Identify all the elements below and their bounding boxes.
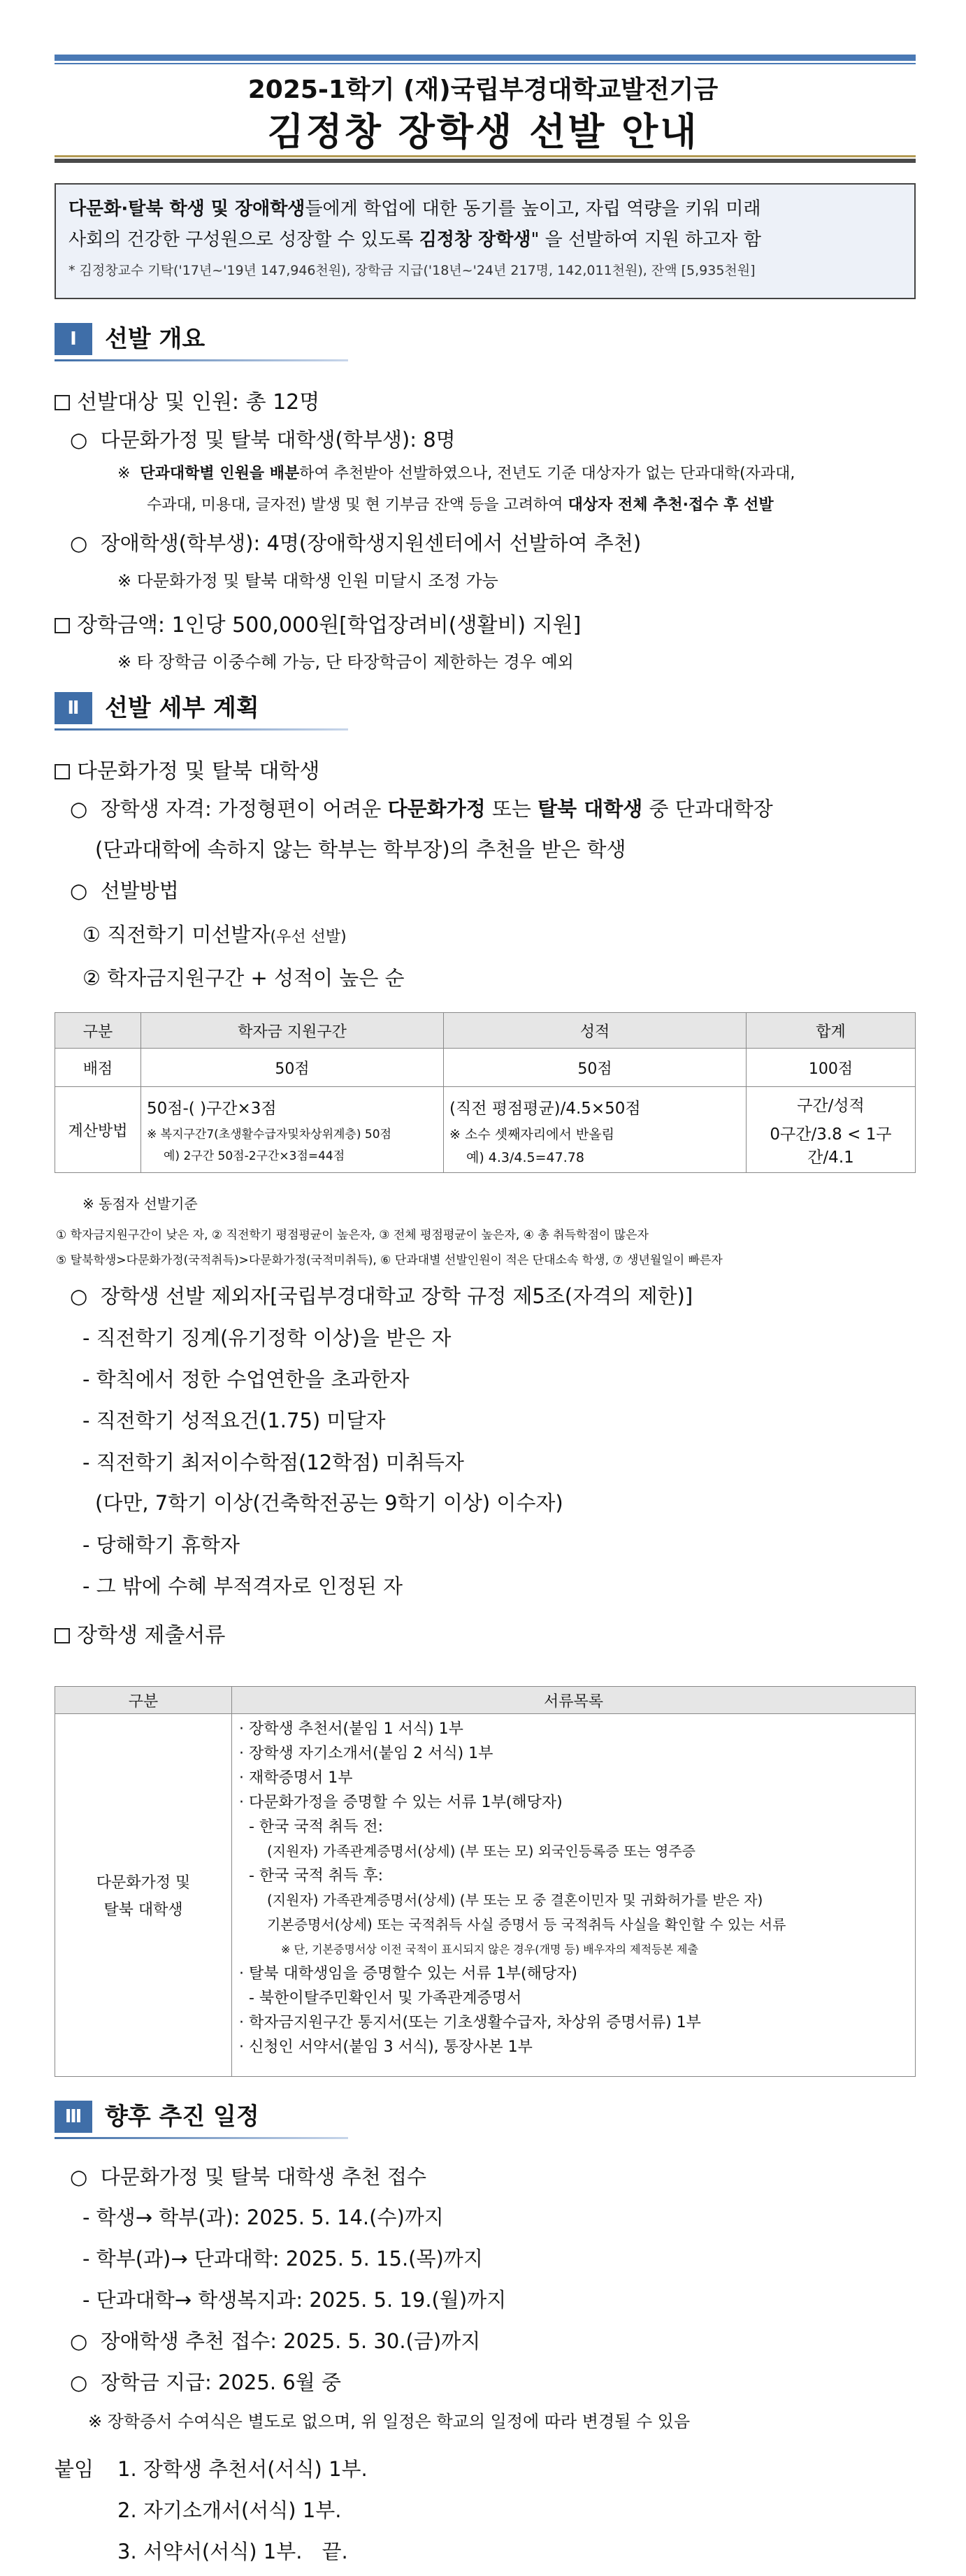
sec1-note-1b-bold: 대상자 전체 추천·접수 후 선발 (568, 496, 774, 514)
document-line: · 다문화가정을 증명할 수 있는 서류 1부(해당자) (239, 1794, 563, 1811)
section-3-underline (55, 2137, 348, 2139)
sec2-method-1-text: ① 직전학기 미선발자 (82, 923, 271, 947)
documents-category-cell (55, 1714, 232, 2077)
calc-grade-line-2: ※ 소수 셋째자리에서 반올림 (449, 1127, 614, 1142)
tie-break-line-2: ⑤ 탈북학생>다문화가정(국적취득)>다문화가정(국적미취득), ⑥ 단과대별 선발인원이 적은 단대소속 학생, ⑦ 생년월일이 빠른자 (56, 1253, 723, 1267)
calc-aid-line-2: ※ 복지구간7(초생활수급자및차상위계층) 50점 (147, 1128, 391, 1142)
circle-bullet-icon: ○ (70, 879, 101, 902)
sec2-item-documents-text: 장학생 제출서류 (77, 1623, 226, 1648)
circle-bullet-icon: ○ (70, 428, 101, 452)
section-1-number: Ⅰ (55, 323, 92, 355)
header-bottom-dark-bar (55, 159, 916, 163)
table-cell: 배점 (55, 1049, 141, 1087)
sec1-note-1b-text: 수과대, 미용대, 글자전) 발생 및 현 기부금 잔액 등을 고려하여 (147, 496, 568, 514)
sec2-qual-text-c: 또는 (485, 797, 538, 821)
attachment-end-mark: 끝. (322, 2540, 348, 2563)
section-2-title: 선발 세부 계획 (105, 694, 259, 722)
section-2-heading (55, 692, 348, 731)
document-line: · 신청인 서약서(붙임 3 서식), 통장사본 1부 (239, 2038, 533, 2056)
section-1-heading (55, 323, 348, 362)
document-line: (지원자) 가족관계증명서(상세) (부 또는 모 중 결혼이민자 및 귀화허가를 받은 자) (267, 1892, 763, 1908)
sec1-item-target (55, 384, 319, 415)
sec1-note-2: ※ 다문화가정 및 탈북 대학생 인원 미달시 조정 가능 (117, 571, 498, 591)
sec1-note-3: ※ 타 장학금 이중수혜 가능, 단 타장학금이 제한하는 경우 예외 (117, 652, 574, 672)
table-cell-calc-grade (444, 1087, 747, 1173)
calc-aid-line-3: 예) 2구간 50점-2구간×3점=44점 (164, 1149, 345, 1163)
circle-bullet-icon: ○ (70, 797, 101, 821)
schedule-item-1-text: 다문화가정 및 탈북 대학생 추천 접수 (100, 2165, 427, 2189)
intro-line-1 (69, 194, 761, 220)
calc-total-line-1: 구간/성적 (797, 1096, 865, 1115)
tie-break-line-1: ① 학자금지원구간이 낮은 자, ② 직전학기 평점평균이 높은자, ③ 전체 평점평균이 높은자, ④ 총 취득학점이 많은자 (56, 1228, 649, 1242)
intro-box (55, 183, 916, 299)
scoring-table (55, 1012, 916, 1173)
section-3-number: Ⅲ (55, 2101, 92, 2133)
document-line: · 재학증명서 1부 (239, 1769, 353, 1787)
document-line: · 탈북 대학생임을 증명할수 있는 서류 1부(해당자) (239, 1965, 577, 1983)
sec2-qual-text-e: 중 단과대학장 (642, 797, 773, 821)
table-cell-calc-aid (141, 1087, 444, 1173)
tie-break-title: ※ 동점자 선발기준 (82, 1195, 198, 1212)
note-mark: ※ (117, 465, 140, 482)
exclusion-item: - 그 밖에 수혜 부적격자로 인정된 자 (82, 1574, 403, 1598)
sec2-method (70, 875, 179, 904)
schedule-item-2 (70, 2326, 480, 2354)
circle-bullet-icon: ○ (70, 2370, 101, 2394)
intro-line-2 (69, 225, 761, 251)
table-cell-calc-total (747, 1087, 916, 1173)
sec1-item-amount (55, 607, 581, 638)
table-cell: 100점 (747, 1049, 916, 1087)
checkbox-icon (55, 1628, 70, 1643)
intro-note: * 김정창교수 기탁('17년~'19년 147,946천원), 장학금 지급('18년~'24년 217명, 142,011천원), 잔액 [5,935천원] (69, 263, 756, 278)
exclusion-item-detail: (다만, 7학기 이상(건축학전공는 9학기 이상) 이수자) (95, 1491, 563, 1515)
table-header-cell: 구분 (55, 1013, 141, 1049)
checkbox-icon (55, 618, 70, 633)
sec2-item-documents (55, 1618, 225, 1648)
attachment-item: 1. 장학생 추천서(서식) 1부. (117, 2457, 368, 2481)
sec2-qual-bold-b: 다문화가정 (387, 797, 486, 821)
schedule-item-2-text: 장애학생 추천 접수: 2025. 5. 30.(금)까지 (100, 2329, 481, 2353)
attachment-item-3-text: 3. 서약서(서식) 1부. (117, 2540, 303, 2563)
attachment-label: 붙임 (55, 2457, 94, 2481)
sec2-method-1-sub: (우선 선발) (270, 928, 347, 946)
circle-bullet-icon: ○ (70, 1284, 101, 1308)
document-line: - 북한이탈주민확인서 및 가족관계증명서 (249, 1989, 522, 2007)
table-row (55, 1049, 916, 1087)
exclusion-item: - 당해학기 휴학자 (82, 1533, 240, 1557)
schedule-note: ※ 장학증서 수여식은 별도로 없으며, 위 일정은 학교의 일정에 따라 변경될 수 있음 (88, 2412, 691, 2431)
sec1-item-target-text: 선발대상 및 인원: 총 12명 (77, 390, 320, 415)
section-2-underline (55, 728, 348, 731)
documents-table (55, 1686, 916, 2077)
circle-bullet-icon: ○ (70, 2165, 101, 2189)
document-line: ※ 단, 기본증명서상 이전 국적이 표시되지 않은 경우(개명 등) 배우자의 제적등본 제출 (281, 1943, 698, 1956)
intro-text-2: 사회의 건강한 구성원으로 성장할 수 있도록 (69, 229, 419, 250)
sec2-method-text: 선발방법 (100, 879, 179, 902)
section-3-title: 향후 추진 일정 (105, 2103, 259, 2131)
schedule-sub-item: - 단과대학→ 학생복지과: 2025. 5. 19.(월)까지 (82, 2288, 507, 2312)
table-header-row (55, 1687, 916, 1714)
schedule-item-1 (70, 2161, 426, 2190)
sec2-exclusion (70, 1281, 693, 1309)
schedule-sub-item: - 학생→ 학부(과): 2025. 5. 14.(수)까지 (82, 2206, 444, 2229)
calc-grade-line-3: 예) 4.3/4.5=47.78 (466, 1150, 584, 1165)
document-line: · 학자금지원구간 통지서(또는 기초생활수급자, 차상위 증명서류) 1부 (239, 2014, 701, 2031)
page-title: 김정창 장학생 선발 안내 (267, 110, 699, 154)
section-1-underline (55, 359, 348, 361)
sec2-item-multicultural (55, 754, 319, 784)
exclusion-item: - 직전학기 징계(유기정학 이상)을 받은 자 (82, 1326, 452, 1350)
sec1-sub-multicultural-text: 다문화가정 및 탈북 대학생(학부생): 8명 (100, 428, 456, 452)
sec2-method-1 (82, 919, 347, 948)
sec1-sub-disabled-text: 장애학생(학부생): 4명(장애학생지원센터에서 선발하여 추천) (100, 531, 642, 555)
table-header-cell: 성적 (444, 1013, 747, 1049)
intro-text-3: " 을 선발하여 지원 하고자 함 (531, 229, 761, 250)
document-line: - 한국 국적 취득 후: (249, 1867, 384, 1885)
documents-category-line-1: 다문화가정 및 (96, 1874, 191, 1892)
sec2-qual-text-a: 장학생 자격: 가정형편이 어려운 (100, 797, 388, 821)
header-top-thin-bar (55, 63, 916, 64)
checkbox-icon (55, 395, 70, 410)
exclusion-item: - 직전학기 최저이수학점(12학점) 미취득자 (82, 1451, 464, 1474)
header-subtitle: 2025-1학기 (재)국립부경대학교발전기금 (247, 75, 719, 104)
documents-list-cell (232, 1714, 916, 2077)
section-3-heading (55, 2101, 348, 2140)
exclusion-item: - 학칙에서 정한 수업연한을 초과한자 (82, 1367, 410, 1391)
header-top-bar (55, 55, 916, 61)
intro-highlight-2: 김정창 장학생 (419, 229, 531, 250)
sec1-note-1b (147, 493, 774, 515)
schedule-item-3 (70, 2367, 341, 2396)
table-row (55, 1087, 916, 1173)
document-line: · 장학생 자기소개서(붙임 2 서식) 1부 (239, 1745, 493, 1762)
sec1-sub-multicultural (70, 424, 456, 453)
document-line: - 한국 국적 취득 전: (249, 1818, 384, 1836)
sec2-qualification-1 (70, 793, 773, 822)
checkbox-icon (55, 764, 70, 779)
section-1-title: 선발 개요 (105, 325, 206, 353)
sec1-note-1a (117, 461, 795, 483)
document-line: · 장학생 추천서(붙임 1 서식) 1부 (239, 1720, 463, 1738)
documents-category-line-2: 탈북 대학생 (103, 1901, 183, 1919)
exclusion-item: - 직전학기 성적요건(1.75) 미달자 (82, 1409, 386, 1432)
table-header-cell: 구분 (55, 1687, 232, 1714)
sec2-exclusion-text: 장학생 선발 제외자[국립부경대학교 장학 규정 제5조(자격의 제한)] (100, 1284, 693, 1308)
document-line: (지원자) 가족관계증명서(상세) (부 또는 모) 외국인등록증 또는 영주증 (267, 1843, 695, 1859)
sec1-sub-disabled (70, 528, 641, 556)
sec1-note-1a-text: 하여 추천받아 선발하였으나, 전년도 기준 대상자가 없는 단과대학(자과대, (299, 465, 795, 482)
sec2-method-2: ② 학자금지원구간 + 성적이 높은 순 (82, 966, 405, 990)
table-row (55, 1714, 916, 2077)
table-cell: 50점 (141, 1049, 444, 1087)
sec1-item-amount-text: 장학금액: 1인당 500,000원[학업장려비(생활비) 지원] (77, 613, 582, 638)
circle-bullet-icon: ○ (70, 531, 101, 555)
attachment-item (117, 2536, 348, 2565)
calc-aid-line-1: 50점-( )구간×3점 (147, 1100, 277, 1118)
sec2-item-multicultural-text: 다문화가정 및 탈북 대학생 (77, 759, 320, 784)
sec2-qual-bold-d: 탈북 대학생 (538, 797, 643, 821)
sec2-qualification-2: (단과대학에 속하지 않는 학부는 학부장)의 추천을 받은 학생 (95, 837, 626, 861)
calc-grade-line-1: (직전 평점평균)/4.5×50점 (449, 1100, 641, 1118)
intro-text-1: 들에게 학업에 대한 동기를 높이고, 자립 역량을 키워 미래 (305, 199, 761, 220)
intro-highlight-1: 다문화·탈북 학생 및 장애학생 (69, 199, 305, 220)
calc-total-line-2: 0구간/3.8 < 1구간/4.1 (770, 1125, 892, 1167)
section-2-number: Ⅱ (55, 692, 92, 724)
attachment-item: 2. 자기소개서(서식) 1부. (117, 2498, 342, 2522)
table-header-row (55, 1013, 916, 1049)
header-bottom-gold-bar (55, 155, 916, 157)
table-cell: 50점 (444, 1049, 747, 1087)
table-header-cell: 학자금 지원구간 (141, 1013, 444, 1049)
table-cell: 계산방법 (55, 1087, 141, 1173)
circle-bullet-icon: ○ (70, 2329, 101, 2353)
document-line: 기본증명서(상세) 또는 국적취득 사실 증명서 등 국적취득 사실을 확인할 수 있는 서류 (267, 1916, 786, 1933)
schedule-item-3-text: 장학금 지급: 2025. 6월 중 (100, 2370, 341, 2394)
table-header-cell: 서류목록 (232, 1687, 916, 1714)
schedule-sub-item: - 학부(과)→ 단과대학: 2025. 5. 15.(목)까지 (82, 2247, 483, 2271)
sec1-note-1a-bold: 단과대학별 인원을 배분 (140, 465, 300, 482)
table-header-cell: 합계 (747, 1013, 916, 1049)
